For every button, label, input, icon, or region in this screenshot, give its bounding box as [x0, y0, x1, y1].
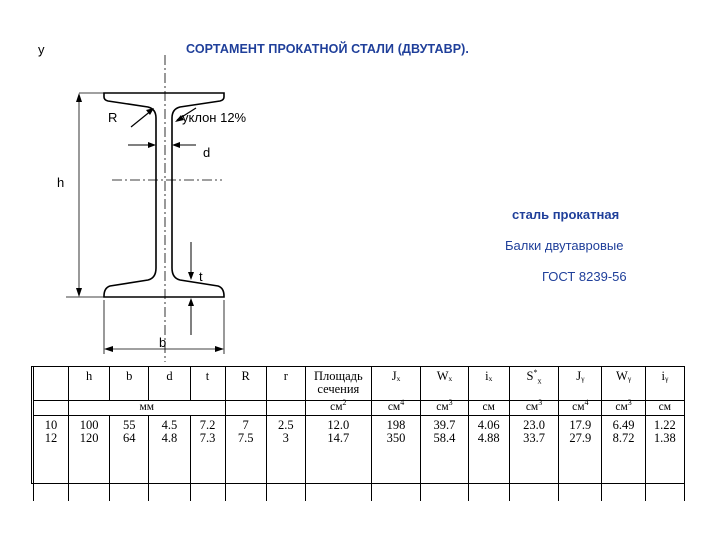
unit-ix: см — [468, 401, 509, 416]
header-d: d — [149, 366, 190, 401]
cell-Wy: 6.49 8.72 — [602, 416, 645, 454]
header-Sx-star: * — [533, 367, 538, 377]
web-thickness-label: d — [203, 145, 211, 160]
header-Jy: Jᵧ — [559, 366, 602, 401]
unit-Jy: $см^4$ — [559, 401, 602, 416]
cell-Sx: 23.0 33.7 — [509, 416, 558, 454]
cell-area: 12.0 14.7 — [305, 416, 371, 454]
unit-Sx: $см^3$ — [509, 401, 558, 416]
header-Wx: Wₓ — [421, 366, 468, 401]
unit-blank-r — [266, 401, 305, 416]
width-label: b — [159, 335, 167, 350]
cell-Jy: 17.9 27.9 — [559, 416, 602, 454]
cell-d: 4.5 4.8 — [149, 416, 190, 454]
header-Sx — [509, 366, 558, 401]
unit-mm: мм — [69, 401, 226, 416]
header-t: t — [190, 366, 225, 401]
header-Jx: Jₓ — [371, 366, 420, 401]
beam-type-label: Балки двутавровые — [505, 238, 624, 253]
table-row — [34, 416, 685, 454]
header-ix: iₓ — [468, 366, 509, 401]
table-units-row — [34, 401, 685, 416]
header-iy: iᵧ — [645, 366, 684, 401]
cell-r: 2.5 3 — [266, 416, 305, 454]
cell-ix: 4.06 4.88 — [468, 416, 509, 454]
header-Sx-sub: x — [537, 376, 542, 386]
unit-area: $см^2$ — [305, 401, 371, 416]
cell-Jx: 198 350 — [371, 416, 420, 454]
slope-label: уклон 12% — [182, 110, 247, 125]
header-R: R — [225, 366, 266, 401]
unit-blank — [34, 401, 69, 416]
y-axis-label: y — [38, 42, 45, 57]
unit-iy: см — [645, 401, 684, 416]
radius-label: R — [108, 110, 118, 125]
cell-h: 100 120 — [69, 416, 110, 454]
properties-table — [33, 366, 685, 501]
table-empty-row — [34, 453, 685, 501]
steel-type-label: сталь прокатная — [512, 207, 620, 222]
header-h: h — [69, 366, 110, 401]
flange-thickness-label: t — [199, 269, 203, 284]
cell-R: 7 7.5 — [225, 416, 266, 454]
header-area: Площадь сечения — [305, 366, 371, 401]
unit-Jx: $см^4$ — [371, 401, 420, 416]
cell-iy: 1.22 1.38 — [645, 416, 684, 454]
unit-blank-R — [225, 401, 266, 416]
unit-Wx: $см^3$ — [421, 401, 468, 416]
cell-Wx: 39.7 58.4 — [421, 416, 468, 454]
standard-label: ГОСТ 8239-56 — [542, 269, 627, 284]
page-title: СОРТАМЕНТ ПРОКАТНОЙ СТАЛИ (ДВУТАВР). — [186, 42, 469, 56]
cell-t: 7.2 7.3 — [190, 416, 225, 454]
height-label: h — [57, 175, 65, 190]
cell-b: 55 64 — [110, 416, 149, 454]
header-b: b — [110, 366, 149, 401]
header-Wy: Wᵧ — [602, 366, 645, 401]
cell-number: 10 12 — [34, 416, 69, 454]
header-number — [34, 366, 69, 401]
table-header-row — [34, 366, 685, 401]
header-Sx-symbol: S — [526, 369, 534, 383]
header-r: r — [266, 366, 305, 401]
unit-Wy: $см^3$ — [602, 401, 645, 416]
